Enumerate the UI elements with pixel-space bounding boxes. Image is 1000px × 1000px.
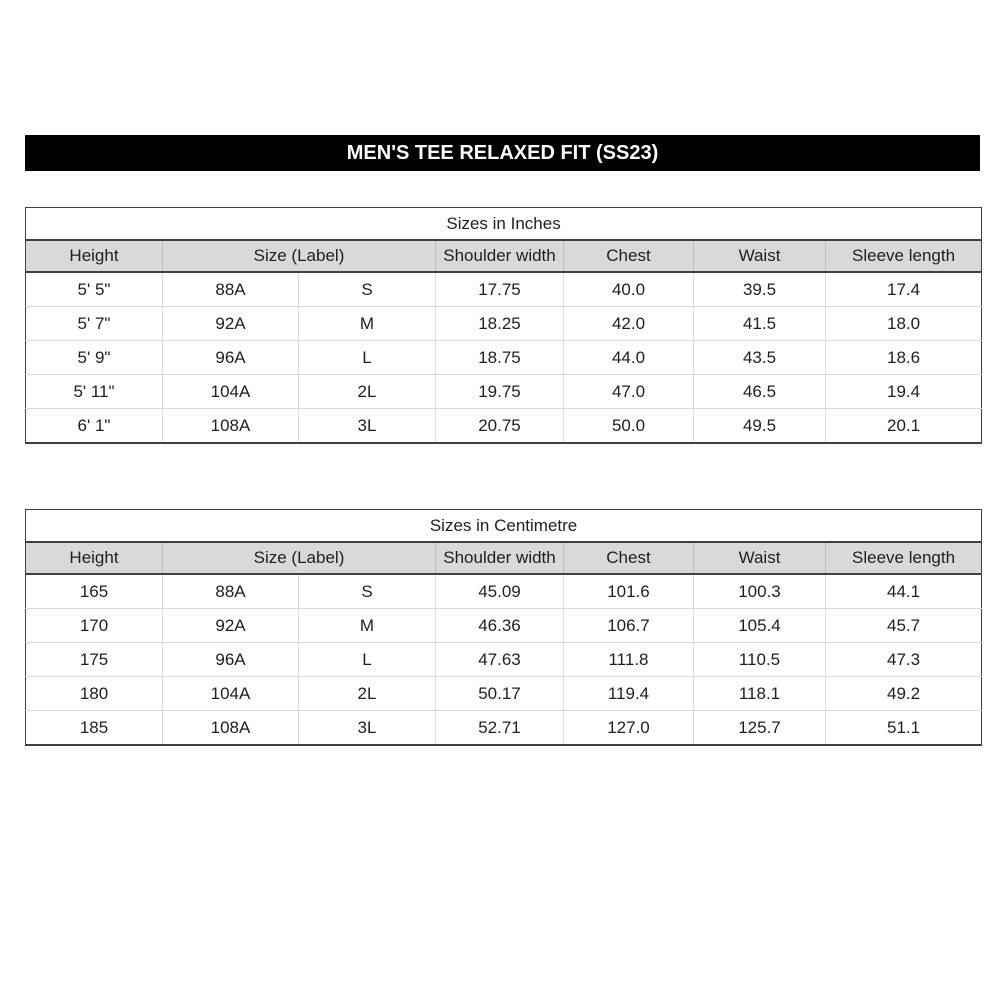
table-cell: 43.5 (694, 341, 826, 375)
col-header-sleeve-length: Sleeve length (826, 542, 982, 574)
table-cell: 45.7 (826, 609, 982, 643)
table-cell: 39.5 (694, 272, 826, 307)
table-row (26, 574, 982, 609)
col-header-height: Height (26, 542, 163, 574)
table-cell: 17.75 (436, 272, 564, 307)
col-header-shoulder-width: Shoulder width (436, 240, 564, 272)
table-cell: S (299, 574, 436, 609)
table-cell: 2L (299, 677, 436, 711)
table-cell: 49.2 (826, 677, 982, 711)
table-cell: 170 (26, 609, 163, 643)
table-cell: 100.3 (694, 574, 826, 609)
table-caption: Sizes in Inches (26, 208, 982, 241)
table-cell: 17.4 (826, 272, 982, 307)
table-cell: 45.09 (436, 574, 564, 609)
table-cell: 47.0 (564, 375, 694, 409)
table-cell: 42.0 (564, 307, 694, 341)
table-cell: 49.5 (694, 409, 826, 444)
table-cell: 92A (163, 609, 299, 643)
table-cell: 44.1 (826, 574, 982, 609)
table-cell: 2L (299, 375, 436, 409)
col-header-height: Height (26, 240, 163, 272)
title-banner (25, 135, 980, 171)
table-cell: 119.4 (564, 677, 694, 711)
table-cell: 18.0 (826, 307, 982, 341)
col-header-sleeve-length: Sleeve length (826, 240, 982, 272)
table-cell: 46.36 (436, 609, 564, 643)
table-body (26, 574, 982, 745)
table-caption: Sizes in Centimetre (26, 510, 982, 543)
page-title: MEN'S TEE RELAXED FIT (SS23) (346, 141, 659, 164)
table-cell: 92A (163, 307, 299, 341)
table-cell: 108A (163, 409, 299, 444)
table-cell: 88A (163, 574, 299, 609)
table-row (26, 409, 982, 444)
table-cell: 52.71 (436, 711, 564, 746)
table-cell: 20.75 (436, 409, 564, 444)
table-cell: 40.0 (564, 272, 694, 307)
table-row (26, 272, 982, 307)
table-cell: L (299, 643, 436, 677)
table-cell: M (299, 307, 436, 341)
table-cell: 96A (163, 341, 299, 375)
table-cell: 104A (163, 677, 299, 711)
table-cell: 101.6 (564, 574, 694, 609)
table-cell: 104A (163, 375, 299, 409)
table-cell: 125.7 (694, 711, 826, 746)
table-row (26, 609, 982, 643)
table-header-row (26, 542, 982, 574)
table-cell: 18.25 (436, 307, 564, 341)
col-header-chest: Chest (564, 542, 694, 574)
table-cell: 20.1 (826, 409, 982, 444)
table-cell: M (299, 609, 436, 643)
table-cell: 105.4 (694, 609, 826, 643)
table-cell: 46.5 (694, 375, 826, 409)
sizes-in-inches-table (25, 207, 982, 444)
table-cell: 41.5 (694, 307, 826, 341)
table-cell: 50.0 (564, 409, 694, 444)
table-caption-row (26, 510, 982, 543)
table-cell: 19.75 (436, 375, 564, 409)
table-cell: 51.1 (826, 711, 982, 746)
table-cell: 5' 11" (26, 375, 163, 409)
table-cell: 180 (26, 677, 163, 711)
table-header-row (26, 240, 982, 272)
table-cell: 106.7 (564, 609, 694, 643)
table-cell: 108A (163, 711, 299, 746)
col-header-shoulder-width: Shoulder width (436, 542, 564, 574)
table-cell: 127.0 (564, 711, 694, 746)
col-header-size-label: Size (Label) (163, 542, 436, 574)
table-cell: S (299, 272, 436, 307)
table-cell: 5' 9" (26, 341, 163, 375)
table-cell: 88A (163, 272, 299, 307)
table-cell: 47.63 (436, 643, 564, 677)
table-cell: 165 (26, 574, 163, 609)
table-cell: 3L (299, 409, 436, 444)
table-cell: 47.3 (826, 643, 982, 677)
table-cell: 5' 5" (26, 272, 163, 307)
table-cell: 185 (26, 711, 163, 746)
table-cell: 5' 7" (26, 307, 163, 341)
table-cell: 19.4 (826, 375, 982, 409)
table-cell: 118.1 (694, 677, 826, 711)
table-row (26, 643, 982, 677)
table-cell: 3L (299, 711, 436, 746)
table-row (26, 677, 982, 711)
table-cell: 175 (26, 643, 163, 677)
table-cell: 110.5 (694, 643, 826, 677)
table-cell: 18.6 (826, 341, 982, 375)
table-row (26, 341, 982, 375)
col-header-waist: Waist (694, 542, 826, 574)
col-header-chest: Chest (564, 240, 694, 272)
table-body (26, 272, 982, 443)
table-caption-row (26, 208, 982, 241)
table-cell: 6' 1" (26, 409, 163, 444)
col-header-waist: Waist (694, 240, 826, 272)
table-cell: 50.17 (436, 677, 564, 711)
sizes-in-centimetre-table (25, 509, 982, 746)
table-row (26, 307, 982, 341)
table-row (26, 711, 982, 746)
col-header-size-label: Size (Label) (163, 240, 436, 272)
table-cell: 44.0 (564, 341, 694, 375)
table-cell: 18.75 (436, 341, 564, 375)
table-cell: L (299, 341, 436, 375)
table-row (26, 375, 982, 409)
table-cell: 96A (163, 643, 299, 677)
table-cell: 111.8 (564, 643, 694, 677)
